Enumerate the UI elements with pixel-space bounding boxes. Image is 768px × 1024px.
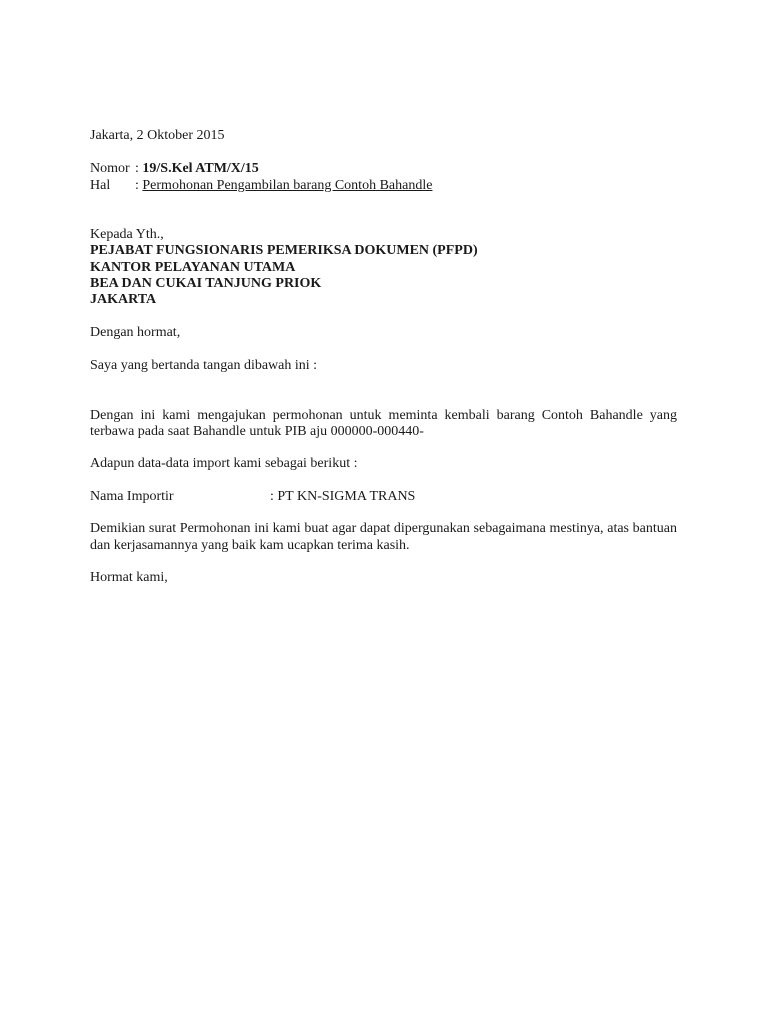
reference-number (90, 161, 259, 177)
recipient-line: KANTOR PELAYANAN UTAMA (90, 260, 296, 275)
reference-number-separator: : (135, 161, 143, 176)
recipient-line: PEJABAT FUNGSIONARIS PEMERIKSA DOKUMEN (PFPD) (90, 243, 478, 258)
salutation: Dengan hormat, (90, 325, 181, 340)
request-paragraph-line-1: Dengan ini kami mengajukan permohonan untuk meminta kembali barang Contoh Bahandle yang (90, 408, 677, 423)
recipient-line: BEA DAN CUKAI TANJUNG PRIOK (90, 276, 322, 291)
importer-label: Nama Importir (90, 489, 174, 504)
sign-off: Hormat kami, (90, 570, 168, 585)
reference-number-label: Nomor (90, 161, 130, 176)
reference-number-value: 19/S.Kel ATM/X/15 (142, 161, 259, 176)
closing-paragraph-line-2: dan kerjasamannya yang baik kam ucapkan terima kasih. (90, 538, 410, 553)
closing-paragraph-line-1: Demikian surat Permohonan ini kami buat agar dapat dipergunakan sebagaimana mestinya, atas bantuan (90, 521, 677, 536)
recipient-line: JAKARTA (90, 292, 157, 307)
importer-value: : PT KN-SIGMA TRANS (270, 489, 416, 504)
recipient-greeting: Kepada Yth., (90, 227, 164, 242)
importer-row (90, 489, 415, 505)
data-intro: Adapun data-data import kami sebagai berikut : (90, 456, 358, 471)
subject-separator: : (135, 178, 143, 193)
subject (90, 178, 432, 194)
intro-text: Saya yang bertanda tangan dibawah ini : (90, 358, 318, 373)
subject-value: Permohonan Pengambilan barang Contoh Bahandle (142, 178, 433, 193)
request-paragraph-line-2: terbawa pada saat Bahandle untuk PIB aju 000000-000440- (90, 424, 424, 439)
place-date: Jakarta, 2 Oktober 2015 (90, 128, 225, 143)
subject-label: Hal (90, 178, 111, 193)
